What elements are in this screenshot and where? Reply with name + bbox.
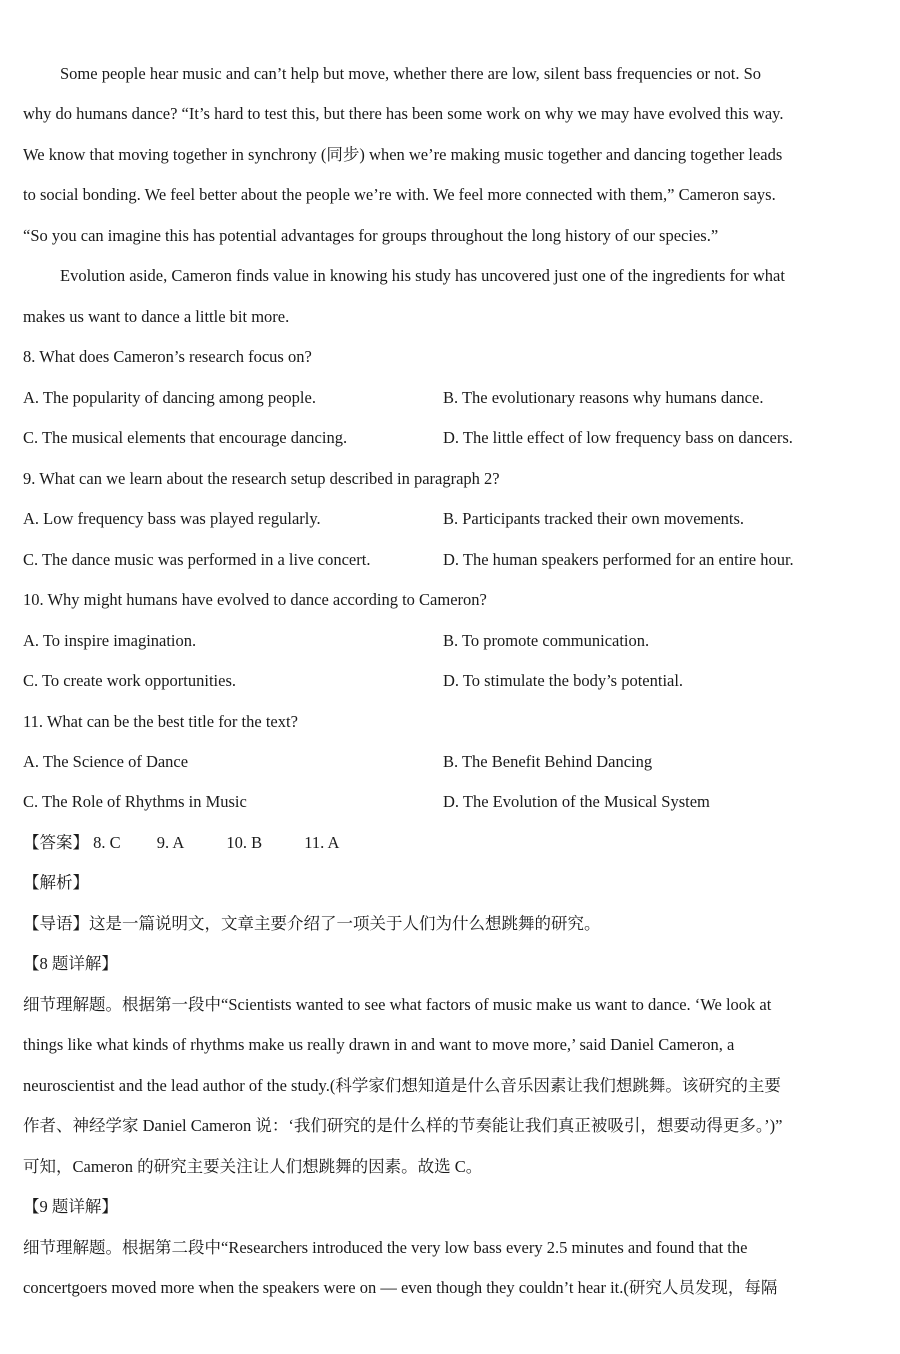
answer-row (23, 831, 860, 855)
analysis-intro: 【导语】这是一篇说明文，文章主要介绍了一项关于人们为什么想跳舞的研究。 (23, 914, 601, 933)
option-d: D. The Evolution of the Musical System (443, 792, 710, 811)
analysis-line: 作者、神经学家 Daniel Cameron 说：‘我们研究的是什么样的节奏能让我们真正被吸引，想要动得更多。’)” (23, 1116, 783, 1135)
analysis-line: concertgoers moved more when the speakers were on — even though they couldn’t hear it.(研究人员发现，每隔 (23, 1278, 778, 1297)
option-d: D. The little effect of low frequency bass on dancers. (443, 428, 793, 447)
q8-heading: 【8 题详解】 (23, 954, 118, 973)
option-c: C. The dance music was performed in a live concert. (23, 550, 371, 569)
answer-item: 9. A (156, 833, 185, 852)
passage-line: We know that moving together in synchrony (同步) when we’re making music together and dancing together leads (23, 145, 783, 164)
option-a: A. Low frequency bass was played regularly. (23, 509, 321, 528)
question-stem: 9. What can we learn about the research setup described in paragraph 2? (23, 469, 500, 488)
passage-line: “So you can imagine this has potential advantages for groups throughout the long history of our species.” (23, 226, 719, 245)
analysis-line: neuroscientist and the lead author of the study.(科学家们想知道是什么音乐因素让我们想跳舞。该研究的主要 (23, 1076, 781, 1095)
option-row (23, 629, 860, 653)
option-b: B. Participants tracked their own movements. (443, 509, 745, 528)
option-row (23, 386, 860, 410)
option-row (23, 548, 860, 572)
question-stem: 10. Why might humans have evolved to dance according to Cameron? (23, 590, 487, 609)
analysis-label: 【解析】 (23, 873, 89, 892)
option-a: A. To inspire imagination. (23, 631, 197, 650)
option-c: C. The Role of Rhythms in Music (23, 792, 247, 811)
q9-heading: 【9 题详解】 (23, 1197, 118, 1216)
answer-item: 11. A (304, 833, 340, 852)
question-stem: 11. What can be the best title for the text? (23, 712, 298, 731)
answer-item: 8. C (93, 833, 121, 852)
option-b: B. The Benefit Behind Dancing (443, 752, 653, 771)
analysis-line: 可知，Cameron 的研究主要关注让人们想跳舞的因素。故选 C。 (23, 1157, 483, 1176)
option-row (23, 507, 860, 531)
analysis-line: 细节理解题。根据第二段中“Researchers introduced the very low bass every 2.5 minutes and found that the (23, 1238, 748, 1257)
option-d: D. The human speakers performed for an entire hour. (443, 550, 794, 569)
option-a: A. The popularity of dancing among people. (23, 388, 316, 407)
passage-line: Evolution aside, Cameron finds value in knowing his study has uncovered just one of the ingredients for what (60, 266, 785, 285)
option-b: B. To promote communication. (443, 631, 650, 650)
passage-line: makes us want to dance a little bit more. (23, 307, 290, 326)
passage-line: why do humans dance? “It’s hard to test this, but there has been some work on why we may have evolved this way. (23, 104, 784, 123)
passage-line: Some people hear music and can’t help but move, whether there are low, silent bass frequencies or not. So (60, 64, 762, 83)
option-b: B. The evolutionary reasons why humans dance. (443, 388, 764, 407)
answer-item: 10. B (226, 833, 263, 852)
option-row (23, 790, 860, 814)
option-row (23, 750, 860, 774)
option-row (23, 426, 860, 450)
answer-label: 【答案】 (23, 833, 89, 852)
option-d: D. To stimulate the body’s potential. (443, 671, 684, 690)
passage-line: to social bonding. We feel better about the people we’re with. We feel more connected with them,” Cameron says. (23, 185, 776, 204)
option-c: C. To create work opportunities. (23, 671, 236, 690)
option-c: C. The musical elements that encourage dancing. (23, 428, 348, 447)
option-a: A. The Science of Dance (23, 752, 189, 771)
analysis-line: 细节理解题。根据第一段中“Scientists wanted to see what factors of music make us want to dance. ‘We look at (23, 995, 772, 1014)
option-row (23, 669, 860, 693)
analysis-line: things like what kinds of rhythms make us really drawn in and want to move more,’ said Daniel Cameron, a (23, 1035, 735, 1054)
question-stem: 8. What does Cameron’s research focus on? (23, 347, 312, 366)
